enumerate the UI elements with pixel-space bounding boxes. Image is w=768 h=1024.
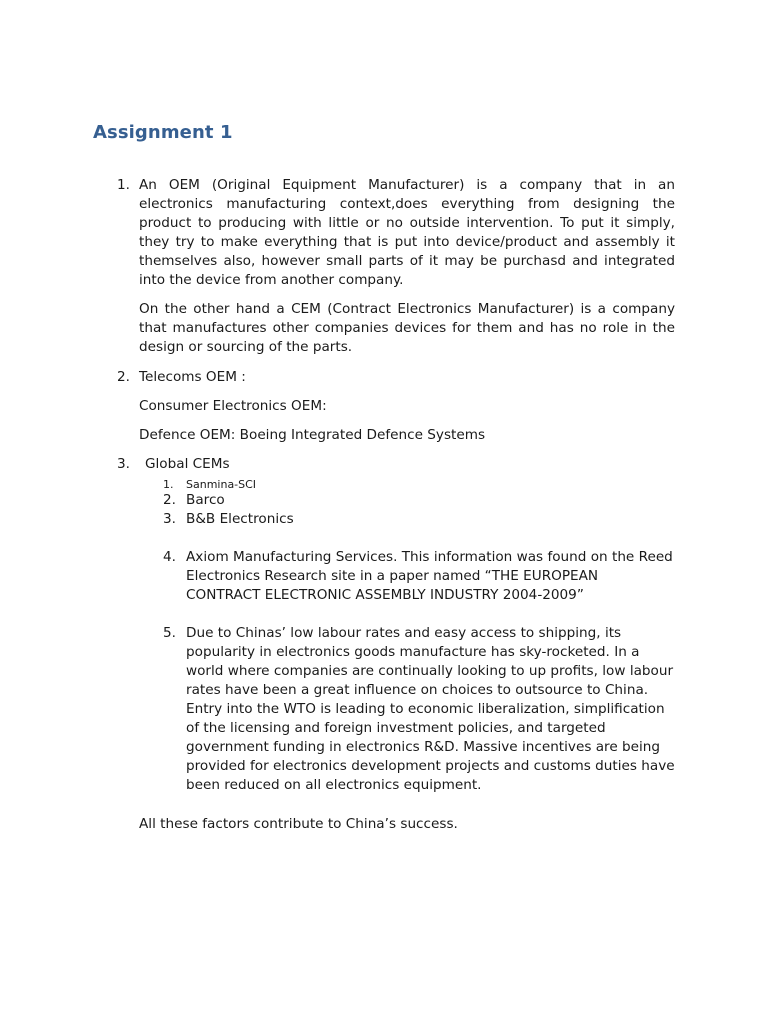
sublist-number: 1. [163, 478, 174, 491]
defence-oem-line: Defence OEM: Boeing Integrated Defence Systems [139, 427, 486, 443]
cem-axiom-paragraph: Axiom Manufacturing Services. This information was found on the Reed Electronics Research site in a paper named “THE EUROPEAN CONTRACT ELECTRONIC ASSEMBLY INDUSTRY 2004-2009” [186, 549, 673, 603]
cem-barco: Barco [186, 492, 225, 508]
sublist-number: 5. [163, 625, 176, 641]
sublist-number: 2. [163, 492, 176, 508]
sublist-number: 3. [163, 511, 176, 527]
consumer-electronics-oem-line: Consumer Electronics OEM: [139, 398, 327, 414]
china-factors-paragraph: Due to Chinas’ low labour rates and easy access to shipping, its popularity in electronics goods manufacture has sky-rocketed. In a world where companies are continually looking to up profits, low labour rates have been a great influence on choices to outsource to China. Entry into the WTO is leading to economic liberalization, simplification of the licensing and foreign investment policies, and targeted government funding in electronics R&D. Massive incentives are being provided for electronics development projects and customs duties have been reduced on all electronics equipment. [186, 625, 675, 793]
telecoms-oem-line: Telecoms OEM : [139, 369, 246, 385]
closing-sentence: All these factors contribute to China’s success. [139, 816, 458, 832]
list-number: 3. [117, 456, 130, 472]
cem-sanmina: Sanmina-SCI [186, 478, 257, 491]
document-title: Assignment 1 [93, 122, 233, 143]
cem-definition-paragraph: On the other hand a CEM (Contract Electronics Manufacturer) is a company that manufactures other companies devices for them and has no role in the design or sourcing of the parts. [139, 301, 675, 355]
sublist-number: 4. [163, 549, 176, 565]
oem-definition-paragraph: An OEM (Original Equipment Manufacturer) is a company that in an electronics manufacturing context,does everything from designing the product to producing with little or no outside intervention. To put it simply, they try to make everything that is put into device/product and assembly it themselves also, however small parts of it may be purchasd and integrated into the device from another company. [139, 177, 675, 288]
list-number: 1. [117, 177, 130, 193]
list-number: 2. [117, 369, 130, 385]
cem-bb-electronics: B&B Electronics [186, 511, 294, 527]
global-cems-heading: Global CEMs [145, 456, 230, 472]
